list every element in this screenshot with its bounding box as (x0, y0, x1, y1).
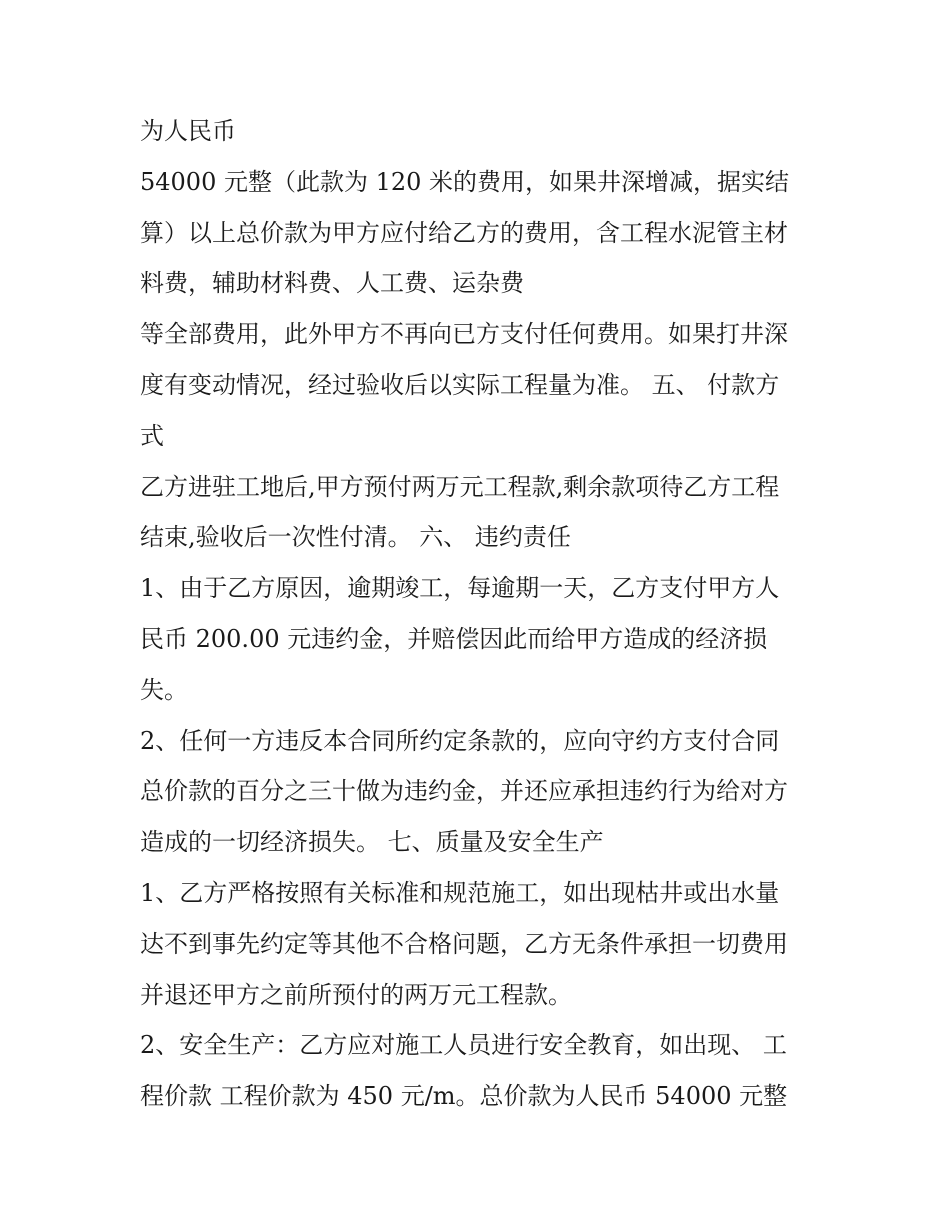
text-line: 算）以上总价款为甲方应付给乙方的费用，含工程水泥管主材 (140, 218, 788, 247)
text-line: 料费，辅助材料费、人工费、运杂费 (140, 269, 524, 298)
text-line: 度有变动情况，经过验收后以实际工程量为准。 五、 付款方 (140, 370, 780, 399)
text-line: 并退还甲方之前所预付的两万元工程款。 (140, 980, 572, 1009)
text-line: 54000 元整（此款为 120 米的费用，如果井深增减，据实结 (140, 167, 790, 196)
text-line: 2、任何一方违反本合同所约定条款的，应向守约方支付合同 (140, 726, 780, 755)
text-line: 乙方进驻工地后,甲方预付两万元工程款,剩余款项待乙方工程 (140, 472, 780, 501)
text-line: 总价款的百分之三十做为违约金，并还应承担违约行为给对方 (140, 777, 788, 806)
text-line: 1、乙方严格按照有关标准和规范施工，如出现枯井或出水量 (140, 878, 780, 907)
text-line: 1、由于乙方原因，逾期竣工，每逾期一天，乙方支付甲方人 (140, 574, 780, 603)
text-line: 程价款 工程价款为 450 元/m。总价款为人民币 54000 元整 (140, 1082, 788, 1111)
text-line: 结束,验收后一次性付清。 六、 违约责任 (140, 523, 571, 552)
text-line: 失。 (140, 675, 188, 704)
text-line: 式 (140, 421, 164, 450)
contract-text (140, 106, 830, 1122)
text-line: 造成的一切经济损失。 七、质量及安全生产 (140, 828, 604, 857)
text-line: 民币 200.00 元违约金，并赔偿因此而给甲方造成的经济损 (140, 624, 768, 653)
text-line: 达不到事先约定等其他不合格问题，乙方无条件承担一切费用 (140, 929, 788, 958)
text-line: 为人民币 (140, 117, 236, 145)
text-line: 等全部费用，此外甲方不再向已方支付任何费用。如果打井深 (140, 320, 788, 349)
text-line: 2、安全生产：乙方应对施工人员进行安全教育，如出现、 工 (140, 1031, 787, 1060)
